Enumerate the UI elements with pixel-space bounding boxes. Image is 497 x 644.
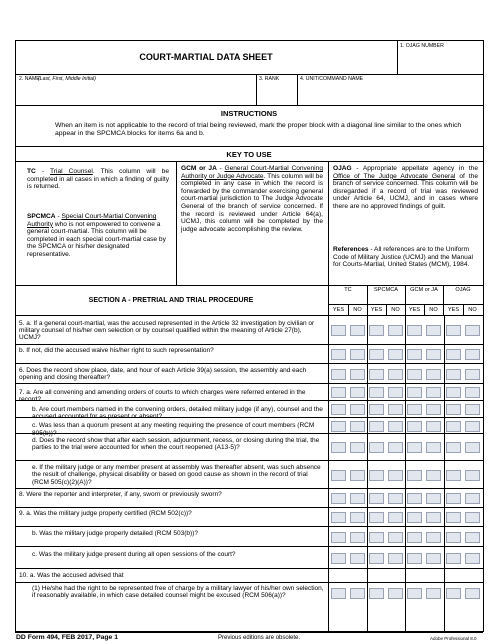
answer-box-gcm-or-ja-no[interactable] <box>426 404 441 415</box>
answer-box-gcm-or-ja-no[interactable] <box>426 470 441 481</box>
key-gcm: GCM or JA - General Court-Martial Convening Authority or Judge Advocate. This column will be completed in any case in which the record is forwarded by the commander exercising general court-martial jurisdiction to The Judge Advocate General of the branch of service concerned. If the record is reviewed under Article 64(a), UCMJ, this column will be completed by the judge advocate accomplishing the review. <box>181 165 323 233</box>
answer-box-tc-yes[interactable] <box>331 369 346 380</box>
answer-box-spcmca-no[interactable] <box>388 553 403 564</box>
answer-box-gcm-or-ja-no[interactable] <box>426 532 441 543</box>
column-header: SPCMCA <box>374 287 398 293</box>
answer-box-ojag-no[interactable] <box>465 369 480 380</box>
answer-box-gcm-or-ja-no[interactable] <box>426 553 441 564</box>
answer-box-tc-yes[interactable] <box>331 512 346 523</box>
answer-box-gcm-or-ja-yes[interactable] <box>407 325 422 336</box>
answer-box-gcm-or-ja-no[interactable] <box>426 387 441 398</box>
question-text: 6. Does the record show place, date, and hour of each Article 39(a) session, the assembly and each opening and closing thereafter? <box>19 366 307 381</box>
answer-box-ojag-yes[interactable] <box>446 325 461 336</box>
column-subheader-no: NO <box>429 307 438 313</box>
ojag-number-label: 1. OJAG NUMBER <box>400 43 444 49</box>
answer-box-ojag-no[interactable] <box>465 421 480 432</box>
answer-box-spcmca-no[interactable] <box>388 369 403 380</box>
answer-box-ojag-yes[interactable] <box>446 387 461 398</box>
column-subheader-no: NO <box>391 307 400 313</box>
answer-box-spcmca-yes[interactable] <box>369 369 384 380</box>
answer-box-spcmca-no[interactable] <box>388 421 403 432</box>
instructions-text: When an item is not applicable to the record of trial being reviewed, mark the proper block with a diagonal line similar to the ones which appear in the SPCMCA blocks for items 6a and b. <box>55 122 462 137</box>
answer-box-spcmca-yes[interactable] <box>369 512 384 523</box>
answer-box-spcmca-no[interactable] <box>388 470 403 481</box>
answer-box-spcmca-no[interactable] <box>388 532 403 543</box>
answer-box-tc-no[interactable] <box>350 442 365 453</box>
answer-box-tc-yes[interactable] <box>331 421 346 432</box>
column-header: OJAG <box>455 287 471 293</box>
answer-box-ojag-yes[interactable] <box>446 532 461 543</box>
answer-box-tc-yes[interactable] <box>331 442 346 453</box>
answer-box-spcmca-yes[interactable] <box>369 470 384 481</box>
question-text: 5. a. If a general court-martial, was the accused represented in the Article 32 investigation by civilian or military counsel of his/her own selection or by counsel qualified within the meaning of Article 27(b), UCMJ? <box>19 319 315 342</box>
answer-box-ojag-yes[interactable] <box>446 553 461 564</box>
answer-box-ojag-no[interactable] <box>465 442 480 453</box>
column-header: TC <box>344 287 352 293</box>
question-text: 8. Were the reporter and interpreter, if any, sworn or previously sworn? <box>19 491 222 499</box>
answer-box-tc-no[interactable] <box>350 512 365 523</box>
answer-box-spcmca-yes[interactable] <box>369 553 384 564</box>
answer-box-tc-yes[interactable] <box>331 349 346 360</box>
answer-box-spcmca-yes[interactable] <box>369 404 384 415</box>
answer-box-spcmca-no[interactable] <box>388 325 403 336</box>
key-heading: KEY TO USE <box>226 150 272 159</box>
key-tc: TC - Trial Counsel. This column will be completed in all cases in which a finding of guilty is returned. <box>27 168 169 191</box>
answer-box-spcmca-yes[interactable] <box>369 588 384 599</box>
column-subheader-yes: YES <box>447 307 460 313</box>
answer-box-gcm-or-ja-yes[interactable] <box>407 493 422 504</box>
answer-box-ojag-no[interactable] <box>465 532 480 543</box>
answer-box-tc-yes[interactable] <box>331 325 346 336</box>
answer-box-spcmca-no[interactable] <box>388 512 403 523</box>
rank-label: 3. RANK <box>259 76 280 82</box>
footer-previous: Previous editions are obsolete. <box>218 635 301 641</box>
answer-box-ojag-yes[interactable] <box>446 404 461 415</box>
name-field[interactable] <box>17 84 255 104</box>
answer-box-tc-no[interactable] <box>350 421 365 432</box>
answer-box-spcmca-yes[interactable] <box>369 387 384 398</box>
column-subheader-yes: YES <box>332 307 345 313</box>
answer-box-ojag-yes[interactable] <box>446 442 461 453</box>
section-a-heading: SECTION A - PRETRIAL AND TRIAL PROCEDURE <box>88 297 254 304</box>
answer-box-tc-no[interactable] <box>350 470 365 481</box>
answer-box-ojag-no[interactable] <box>465 387 480 398</box>
question-text: (1) He/she had the right to be represented free of charge by a military lawyer of his/her own selection, if reasonably available, in which case detailed counsel might be excused (RCM 506(a))? <box>32 585 324 600</box>
question-text: 10. a. Was the accused advised that <box>19 572 124 580</box>
answer-box-tc-yes[interactable] <box>331 553 346 564</box>
answer-box-ojag-yes[interactable] <box>446 512 461 523</box>
answer-box-tc-yes[interactable] <box>331 470 346 481</box>
answer-box-gcm-or-ja-yes[interactable] <box>407 553 422 564</box>
answer-box-tc-yes[interactable] <box>331 404 346 415</box>
name-hint: (Last, First, Middle Initial) <box>38 76 96 82</box>
answer-box-gcm-or-ja-no[interactable] <box>426 493 441 504</box>
answer-box-gcm-or-ja-no[interactable] <box>426 421 441 432</box>
footer-software: Adobe Professional 8.0 <box>430 636 477 641</box>
question-text: e. If the military judge or any member present at assembly was thereafter absent, was such absence the result of challenge, physical disability or based on good cause as shown in the record of trial (RCM 505(c)(2)(A))? <box>32 464 321 486</box>
answer-box-tc-no[interactable] <box>350 387 365 398</box>
answer-box-spcmca-yes[interactable] <box>369 493 384 504</box>
answer-box-spcmca-yes[interactable] <box>369 349 384 360</box>
question-text: 9. a. Was the military judge properly certified (RCM 502(c))? <box>19 510 192 518</box>
answer-box-gcm-or-ja-yes[interactable] <box>407 349 422 360</box>
answer-box-spcmca-no[interactable] <box>388 387 403 398</box>
answer-box-tc-no[interactable] <box>350 532 365 543</box>
answer-box-gcm-or-ja-yes[interactable] <box>407 512 422 523</box>
answer-box-tc-no[interactable] <box>350 553 365 564</box>
answer-box-gcm-or-ja-yes[interactable] <box>407 442 422 453</box>
answer-box-ojag-no[interactable] <box>465 404 480 415</box>
answer-box-ojag-yes[interactable] <box>446 421 461 432</box>
answer-box-gcm-or-ja-yes[interactable] <box>407 404 422 415</box>
answer-box-ojag-no[interactable] <box>465 588 480 599</box>
answer-box-tc-yes[interactable] <box>331 387 346 398</box>
answer-box-tc-no[interactable] <box>350 369 365 380</box>
answer-box-tc-no[interactable] <box>350 325 365 336</box>
answer-box-tc-no[interactable] <box>350 404 365 415</box>
answer-box-ojag-no[interactable] <box>465 470 480 481</box>
answer-box-gcm-or-ja-no[interactable] <box>426 512 441 523</box>
answer-box-spcmca-no[interactable] <box>388 442 403 453</box>
answer-box-gcm-or-ja-yes[interactable] <box>407 369 422 380</box>
answer-box-spcmca-yes[interactable] <box>369 325 384 336</box>
key-spcmca: SPCMCA - Special Court-Martial Convening Authority who is not empowered to convene a general court-martial. This column will be completed in each special court-martial case by the SPCMCA or his/her designated representative. <box>27 213 166 258</box>
answer-box-gcm-or-ja-yes[interactable] <box>407 532 422 543</box>
answer-box-gcm-or-ja-yes[interactable] <box>407 588 422 599</box>
answer-box-spcmca-no[interactable] <box>388 493 403 504</box>
answer-box-gcm-or-ja-yes[interactable] <box>407 421 422 432</box>
answer-box-ojag-no[interactable] <box>465 325 480 336</box>
question-text: d. Does the record show that after each session, adjournment, recess, or closing during the trial, the parties to the trial were accounted for when the court reopened (A13-5)? <box>32 436 320 451</box>
answer-box-gcm-or-ja-no[interactable] <box>426 442 441 453</box>
name-label: 2. NAME <box>19 76 40 82</box>
column-subheader-no: NO <box>353 307 362 313</box>
answer-box-gcm-or-ja-no[interactable] <box>426 588 441 599</box>
answer-box-gcm-or-ja-no[interactable] <box>426 349 441 360</box>
answer-box-ojag-no[interactable] <box>465 512 480 523</box>
question-text: 7. a. Are all convening and amending orders of courts to which charges were referred entered in the record? <box>19 388 306 404</box>
answer-box-tc-yes[interactable] <box>331 588 346 599</box>
question-text: b. If not, did the accused waive his/her right to such representation? <box>19 347 214 355</box>
answer-box-spcmca-yes[interactable] <box>369 532 384 543</box>
question-text: c. Was the military judge present during all open sessions of the court? <box>32 550 236 558</box>
column-subheader-yes: YES <box>370 307 383 313</box>
answer-box-tc-no[interactable] <box>350 349 365 360</box>
answer-box-spcmca-no[interactable] <box>388 588 403 599</box>
key-ojag: OJAG - Appropriate appellate agency in the Office of The Judge Advocate General of the branch of service concerned. This column will be disregarded if a record of trial was reviewed under Article 64, UCMJ, and in cases where there are no approved findings of guilt. <box>333 165 478 210</box>
column-header: GCM or JA <box>410 287 438 293</box>
answer-box-spcmca-yes[interactable] <box>369 421 384 432</box>
form-title: COURT-MARTIAL DATA SHEET <box>139 52 273 62</box>
column-subheader-yes: YES <box>408 307 421 313</box>
answer-box-gcm-or-ja-yes[interactable] <box>407 470 422 481</box>
answer-box-gcm-or-ja-no[interactable] <box>426 369 441 380</box>
answer-box-gcm-or-ja-yes[interactable] <box>407 387 422 398</box>
question-text: b. Are court members named in the convening orders, detailed military judge (if any), counsel and the accused accounted for as present or absent? <box>32 405 323 421</box>
answer-box-tc-no[interactable] <box>350 493 365 504</box>
answer-box-spcmca-no[interactable] <box>388 404 403 415</box>
rank-field[interactable] <box>258 84 295 104</box>
answer-box-ojag-no[interactable] <box>465 349 480 360</box>
unit-label: 4. UNIT/COMMAND NAME <box>300 76 364 82</box>
unit-field[interactable] <box>299 84 482 104</box>
instructions-heading: INSTRUCTIONS <box>220 109 278 118</box>
answer-box-tc-yes[interactable] <box>331 493 346 504</box>
answer-box-ojag-yes[interactable] <box>446 349 461 360</box>
footer-form-id: DD Form 494, FEB 2017, Page 1 <box>16 634 118 641</box>
answer-box-ojag-yes[interactable] <box>446 470 461 481</box>
answer-box-ojag-no[interactable] <box>465 493 480 504</box>
answer-box-spcmca-no[interactable] <box>388 349 403 360</box>
ojag-number-field[interactable] <box>399 52 482 72</box>
answer-box-spcmca-yes[interactable] <box>369 442 384 453</box>
answer-box-gcm-or-ja-no[interactable] <box>426 325 441 336</box>
key-references: References - All references are to the Uniform Code of Military Justice (UCMJ) and the Manual for Courts-Martial, United States (MCM), 1984. <box>333 246 473 269</box>
question-text: b. Was the military judge properly detailed (RCM 503(b))? <box>32 529 198 537</box>
answer-box-ojag-no[interactable] <box>465 553 480 564</box>
answer-box-tc-yes[interactable] <box>331 532 346 543</box>
answer-box-ojag-yes[interactable] <box>446 493 461 504</box>
question-text: c. Was less than a quorum present at any meeting requiring the presence of court members (RCM 805(b))? <box>32 422 315 437</box>
answer-box-ojag-yes[interactable] <box>446 588 461 599</box>
answer-box-ojag-yes[interactable] <box>446 369 461 380</box>
column-subheader-no: NO <box>468 307 477 313</box>
answer-box-tc-no[interactable] <box>350 588 365 599</box>
